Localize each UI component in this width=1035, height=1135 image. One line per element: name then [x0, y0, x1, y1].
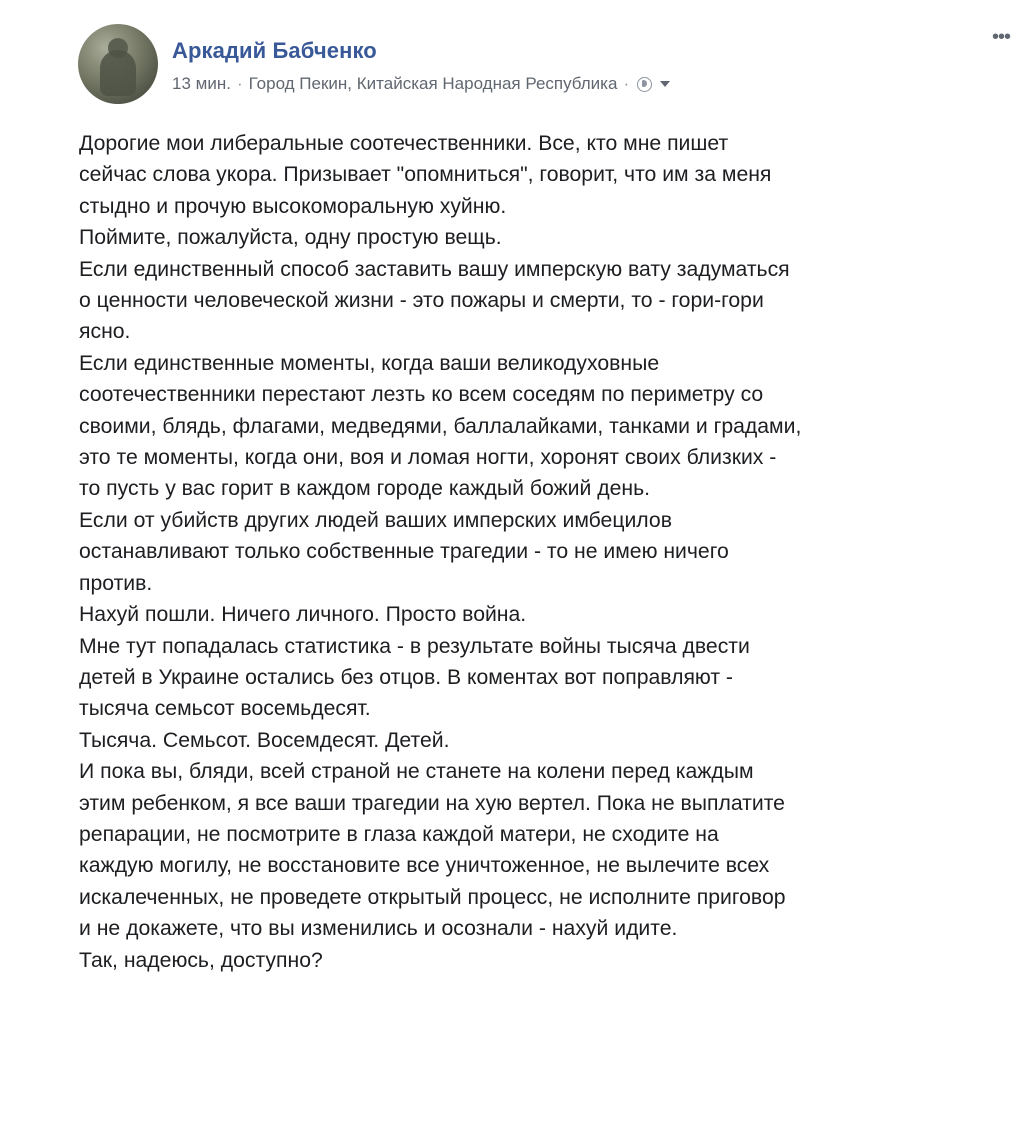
- author-avatar[interactable]: [78, 24, 158, 104]
- post-text-line: Если единственные моменты, когда ваши великодуховные: [79, 351, 660, 375]
- post-text-line: Поймите, пожалуйста, одну простую вещь.: [79, 226, 502, 250]
- meta-separator: ·: [623, 74, 630, 93]
- avatar-figure-body: [100, 50, 136, 96]
- post-text: [79, 128, 1009, 976]
- post-text-line: искалеченных, не проведете открытый процесс, не исполните приговор: [79, 885, 786, 909]
- post-text-line: то пусть у вас горит в каждом городе каждый божий день.: [79, 477, 651, 501]
- post-text-line: о ценности человеческой жизни - это пожары и смерти, то - гори-гори: [79, 289, 764, 313]
- post-text-line: это те моменты, когда они, воя и ломая ногти, хоронят своих близких -: [79, 446, 777, 470]
- post-text-line: Если единственный способ заставить вашу имперскую вату задуматься: [79, 257, 790, 281]
- post-text-line: Если от убийств других людей ваших имперских имбецилов: [79, 508, 672, 532]
- post-text-line: этим ребенком, я все ваши трагедии на хую вертел. Пока не выплатите: [79, 791, 785, 815]
- post-text-line: останавливают только собственные трагедии - то не имею ничего: [79, 540, 729, 564]
- post-text-line: против.: [79, 571, 153, 595]
- post-meta: [172, 74, 670, 94]
- post-text-line: Тысяча. Семьсот. Восемдесят. Детей.: [79, 728, 450, 752]
- post-header: [78, 24, 1018, 114]
- author-name[interactable]: Аркадий Бабченко: [172, 38, 377, 63]
- post-text-line: тысяча семьсот восемьдесят.: [79, 697, 371, 721]
- chevron-down-icon[interactable]: [660, 81, 670, 87]
- post-text-line: своими, блядь, флагами, медведями, баллалайками, танками и градами,: [79, 414, 802, 438]
- post-text-line: ясно.: [79, 320, 131, 344]
- post-text-line: Дорогие мои либеральные соотечественники. Все, кто мне пишет: [79, 132, 729, 155]
- post-text-line: и не докажете, что вы изменились и осознали - нахуй идите.: [79, 917, 678, 941]
- post-text-line: репарации, не посмотрите в глаза каждой матери, не сходите на: [79, 822, 719, 846]
- post-text-line: Мне тут попадалась статистика - в результате войны тысяча двести: [79, 634, 750, 658]
- globe-icon[interactable]: [637, 77, 652, 92]
- more-options-icon[interactable]: •••: [992, 26, 1011, 48]
- post-text-line: И пока вы, бляди, всей страной не станете на колени перед каждым: [79, 760, 754, 784]
- post-timestamp[interactable]: 13 мин.: [172, 74, 231, 93]
- post-text-line: Так, надеюсь, доступно?: [79, 948, 323, 972]
- meta-separator: ·: [236, 74, 243, 93]
- post-text-line: детей в Украине остались без отцов. В коментах вот поправляют -: [79, 665, 733, 689]
- post-text-line: каждую могилу, не восстановите все уничтоженное, не вылечите всех: [79, 854, 770, 878]
- post-text-line: стыдно и прочую высокоморальную хуйню.: [79, 194, 507, 218]
- post-text-line: Нахуй пошли. Ничего личного. Просто война.: [79, 603, 527, 627]
- post-text-line: соотечественники перестают лезть ко всем соседям по периметру со: [79, 383, 764, 407]
- post-text-line: сейчас слова укора. Призывает "опомниться", говорит, что им за меня: [79, 163, 772, 187]
- post-location[interactable]: Город Пекин, Китайская Народная Республика: [248, 74, 618, 93]
